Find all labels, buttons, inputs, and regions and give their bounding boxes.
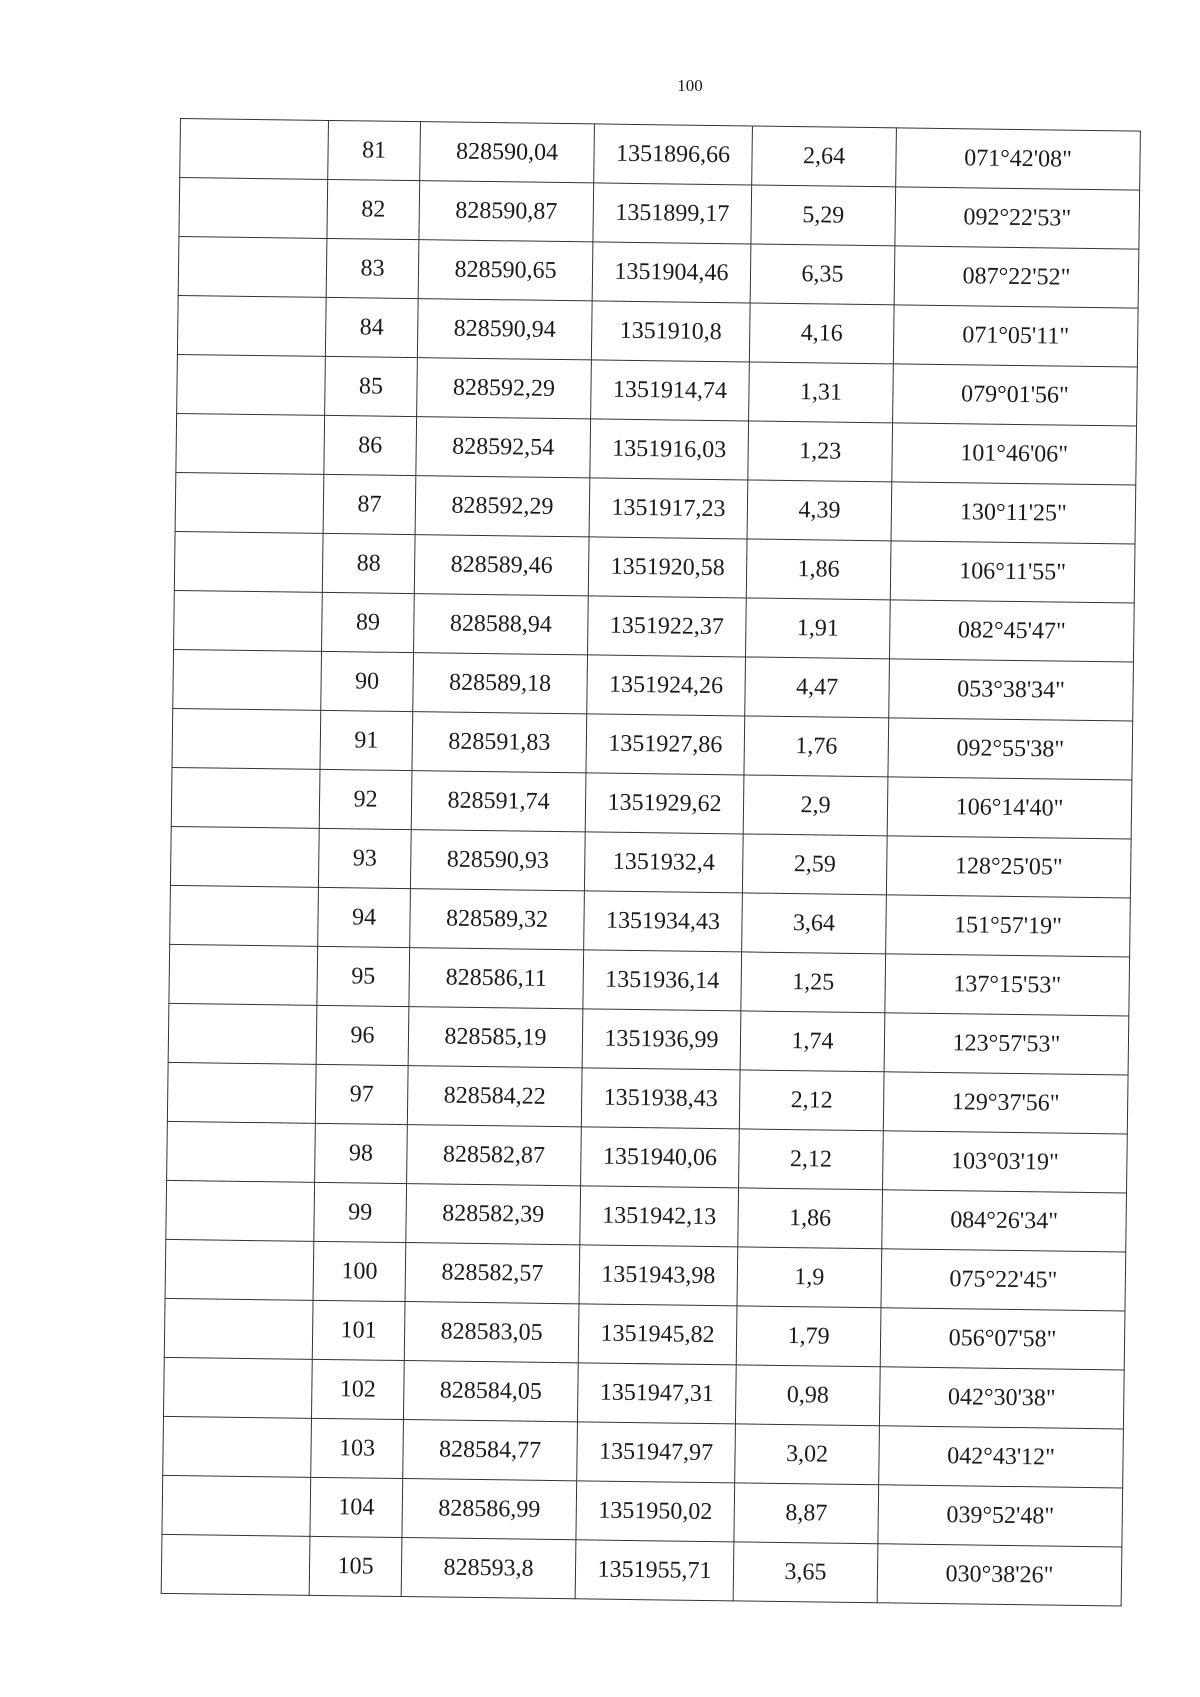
point-number-cell: 83 — [326, 238, 419, 298]
y-coordinate-cell: 1351916,03 — [590, 419, 749, 480]
segment-length-cell: 3,65 — [733, 1542, 878, 1603]
point-number-cell: 102 — [311, 1359, 404, 1419]
x-coordinate-cell: 828582,57 — [405, 1243, 580, 1304]
segment-length-cell: 2,64 — [752, 126, 897, 187]
point-number-cell: 87 — [323, 474, 416, 534]
direction-angle-cell: 056°07'58" — [880, 1308, 1125, 1370]
point-number-cell: 104 — [310, 1477, 403, 1537]
x-coordinate-cell: 828589,32 — [410, 889, 585, 950]
y-coordinate-cell: 1351936,14 — [583, 950, 742, 1011]
segment-length-cell: 2,9 — [743, 775, 888, 836]
direction-angle-cell: 106°14'40" — [887, 777, 1132, 839]
x-coordinate-cell: 828590,87 — [419, 181, 594, 242]
y-coordinate-cell: 1351899,17 — [593, 183, 752, 244]
y-coordinate-cell: 1351932,4 — [584, 832, 743, 893]
point-number-cell: 86 — [324, 415, 417, 475]
x-coordinate-cell: 828588,94 — [414, 594, 589, 655]
x-coordinate-cell: 828591,74 — [411, 771, 586, 832]
blank-cell — [173, 649, 322, 710]
blank-cell — [177, 295, 326, 356]
direction-angle-cell: 092°22'53" — [895, 187, 1140, 249]
point-number-cell: 103 — [311, 1418, 404, 1478]
segment-length-cell: 1,86 — [738, 1188, 883, 1249]
coordinates-table-container — [161, 118, 1140, 1606]
y-coordinate-cell: 1351947,31 — [577, 1363, 736, 1424]
direction-angle-cell: 075°22'45" — [881, 1249, 1126, 1311]
blank-cell — [179, 178, 328, 239]
direction-angle-cell: 039°52'48" — [878, 1485, 1123, 1547]
blank-cell — [177, 354, 326, 415]
y-coordinate-cell: 1351943,98 — [579, 1245, 738, 1306]
x-coordinate-cell: 828584,05 — [403, 1361, 578, 1422]
segment-length-cell: 3,64 — [742, 893, 887, 954]
x-coordinate-cell: 828592,29 — [415, 476, 590, 537]
segment-length-cell: 6,35 — [750, 244, 895, 305]
x-coordinate-cell: 828585,19 — [408, 1007, 583, 1068]
direction-angle-cell: 106°11'55" — [890, 541, 1135, 603]
direction-angle-cell: 103°03'19" — [883, 1131, 1128, 1193]
blank-cell — [172, 708, 321, 769]
blank-cell — [174, 590, 323, 651]
x-coordinate-cell: 828584,22 — [407, 1066, 582, 1127]
blank-cell — [162, 1475, 311, 1536]
blank-cell — [174, 531, 323, 592]
x-coordinate-cell: 828592,54 — [416, 417, 591, 478]
y-coordinate-cell: 1351947,97 — [577, 1422, 736, 1483]
direction-angle-cell: 030°38'26" — [877, 1544, 1122, 1606]
y-coordinate-cell: 1351942,13 — [580, 1186, 739, 1247]
x-coordinate-cell: 828590,93 — [410, 830, 585, 891]
direction-angle-cell: 129°37'56" — [883, 1072, 1128, 1134]
blank-cell — [175, 472, 324, 533]
segment-length-cell: 4,39 — [747, 480, 892, 541]
segment-length-cell: 2,59 — [742, 834, 887, 895]
blank-cell — [180, 119, 329, 180]
direction-angle-cell: 042°30'38" — [879, 1367, 1124, 1429]
segment-length-cell: 1,23 — [748, 421, 893, 482]
point-number-cell: 85 — [325, 356, 418, 416]
segment-length-cell: 2,12 — [739, 1070, 884, 1131]
segment-length-cell: 1,25 — [741, 952, 886, 1013]
direction-angle-cell: 071°05'11" — [893, 305, 1138, 367]
segment-length-cell: 8,87 — [734, 1483, 879, 1544]
point-number-cell: 82 — [327, 179, 420, 239]
direction-angle-cell: 084°26'34" — [882, 1190, 1127, 1252]
x-coordinate-cell: 828586,11 — [409, 948, 584, 1009]
page-number: 100 — [677, 76, 703, 95]
blank-cell — [170, 826, 319, 887]
coordinates-table — [161, 118, 1141, 1606]
table-body — [161, 119, 1140, 1606]
point-number-cell: 89 — [322, 592, 415, 652]
y-coordinate-cell: 1351917,23 — [589, 478, 748, 539]
direction-angle-cell: 137°15'53" — [885, 954, 1130, 1016]
y-coordinate-cell: 1351936,99 — [582, 1009, 741, 1070]
segment-length-cell: 5,29 — [751, 185, 896, 246]
x-coordinate-cell: 828589,18 — [413, 653, 588, 714]
segment-length-cell: 3,02 — [735, 1424, 880, 1485]
segment-length-cell: 1,91 — [745, 598, 890, 659]
blank-cell — [163, 1416, 312, 1477]
direction-angle-cell: 087°22'52" — [894, 246, 1139, 308]
x-coordinate-cell: 828582,87 — [407, 1125, 582, 1186]
direction-angle-cell: 151°57'19" — [886, 895, 1131, 957]
blank-cell — [167, 1121, 316, 1182]
blank-cell — [164, 1298, 313, 1359]
point-number-cell: 101 — [312, 1300, 405, 1360]
y-coordinate-cell: 1351910,8 — [591, 301, 750, 362]
segment-length-cell: 1,9 — [737, 1247, 882, 1308]
segment-length-cell: 1,76 — [744, 716, 889, 777]
blank-cell — [170, 885, 319, 946]
blank-cell — [168, 1003, 317, 1064]
x-coordinate-cell: 828590,94 — [417, 299, 592, 360]
direction-angle-cell: 079°01'56" — [893, 364, 1138, 426]
y-coordinate-cell: 1351950,02 — [576, 1481, 735, 1542]
y-coordinate-cell: 1351929,62 — [585, 773, 744, 834]
direction-angle-cell: 042°43'12" — [879, 1426, 1124, 1488]
x-coordinate-cell: 828591,83 — [412, 712, 587, 773]
y-coordinate-cell: 1351927,86 — [586, 714, 745, 775]
direction-angle-cell: 130°11'25" — [891, 482, 1136, 544]
direction-angle-cell: 123°57'53" — [884, 1013, 1129, 1075]
blank-cell — [166, 1180, 315, 1241]
x-coordinate-cell: 828586,99 — [402, 1479, 577, 1540]
blank-cell — [171, 767, 320, 828]
x-coordinate-cell: 828582,39 — [406, 1184, 581, 1245]
y-coordinate-cell: 1351955,71 — [575, 1540, 734, 1601]
point-number-cell: 90 — [321, 651, 414, 711]
x-coordinate-cell: 828592,29 — [417, 358, 592, 419]
y-coordinate-cell: 1351940,06 — [581, 1127, 740, 1188]
y-coordinate-cell: 1351945,82 — [578, 1304, 737, 1365]
segment-length-cell: 1,74 — [740, 1011, 885, 1072]
segment-length-cell: 1,31 — [749, 362, 894, 423]
point-number-cell: 105 — [309, 1536, 402, 1596]
y-coordinate-cell: 1351896,66 — [594, 124, 753, 185]
point-number-cell: 91 — [320, 710, 413, 770]
x-coordinate-cell: 828584,77 — [403, 1420, 578, 1481]
direction-angle-cell: 082°45'47" — [889, 600, 1134, 662]
point-number-cell: 88 — [322, 533, 415, 593]
direction-angle-cell: 128°25'05" — [886, 836, 1131, 898]
segment-length-cell: 1,79 — [736, 1306, 881, 1367]
blank-cell — [176, 413, 325, 474]
x-coordinate-cell: 828589,46 — [414, 535, 589, 596]
segment-length-cell: 1,86 — [746, 539, 891, 600]
segment-length-cell: 2,12 — [739, 1129, 884, 1190]
segment-length-cell: 4,47 — [745, 657, 890, 718]
point-number-cell: 94 — [318, 887, 411, 947]
point-number-cell: 98 — [315, 1123, 408, 1183]
direction-angle-cell: 053°38'34" — [889, 659, 1134, 721]
x-coordinate-cell: 828583,05 — [404, 1302, 579, 1363]
blank-cell — [178, 236, 327, 297]
y-coordinate-cell: 1351924,26 — [587, 655, 746, 716]
direction-angle-cell: 092°55'38" — [888, 718, 1133, 780]
point-number-cell: 100 — [313, 1241, 406, 1301]
y-coordinate-cell: 1351938,43 — [581, 1068, 740, 1129]
y-coordinate-cell: 1351922,37 — [588, 596, 747, 657]
direction-angle-cell: 071°42'08" — [896, 128, 1141, 190]
blank-cell — [164, 1357, 313, 1418]
point-number-cell: 93 — [318, 828, 411, 888]
table-row — [161, 1534, 1122, 1606]
y-coordinate-cell: 1351914,74 — [591, 360, 750, 421]
point-number-cell: 92 — [319, 769, 412, 829]
point-number-cell: 99 — [314, 1182, 407, 1242]
point-number-cell: 96 — [316, 1005, 409, 1065]
x-coordinate-cell: 828590,04 — [420, 122, 595, 183]
point-number-cell: 95 — [317, 946, 410, 1006]
direction-angle-cell: 101°46'06" — [892, 423, 1137, 485]
y-coordinate-cell: 1351920,58 — [588, 537, 747, 598]
point-number-cell: 81 — [328, 120, 421, 180]
point-number-cell: 84 — [325, 297, 418, 357]
blank-cell — [167, 1062, 316, 1123]
y-coordinate-cell: 1351934,43 — [584, 891, 743, 952]
segment-length-cell: 4,16 — [749, 303, 894, 364]
x-coordinate-cell: 828590,65 — [418, 240, 593, 301]
y-coordinate-cell: 1351904,46 — [592, 242, 751, 303]
segment-length-cell: 0,98 — [735, 1365, 880, 1426]
blank-cell — [169, 944, 318, 1005]
x-coordinate-cell: 828593,8 — [401, 1538, 576, 1599]
point-number-cell: 97 — [315, 1064, 408, 1124]
blank-cell — [165, 1239, 314, 1300]
blank-cell — [161, 1534, 310, 1595]
